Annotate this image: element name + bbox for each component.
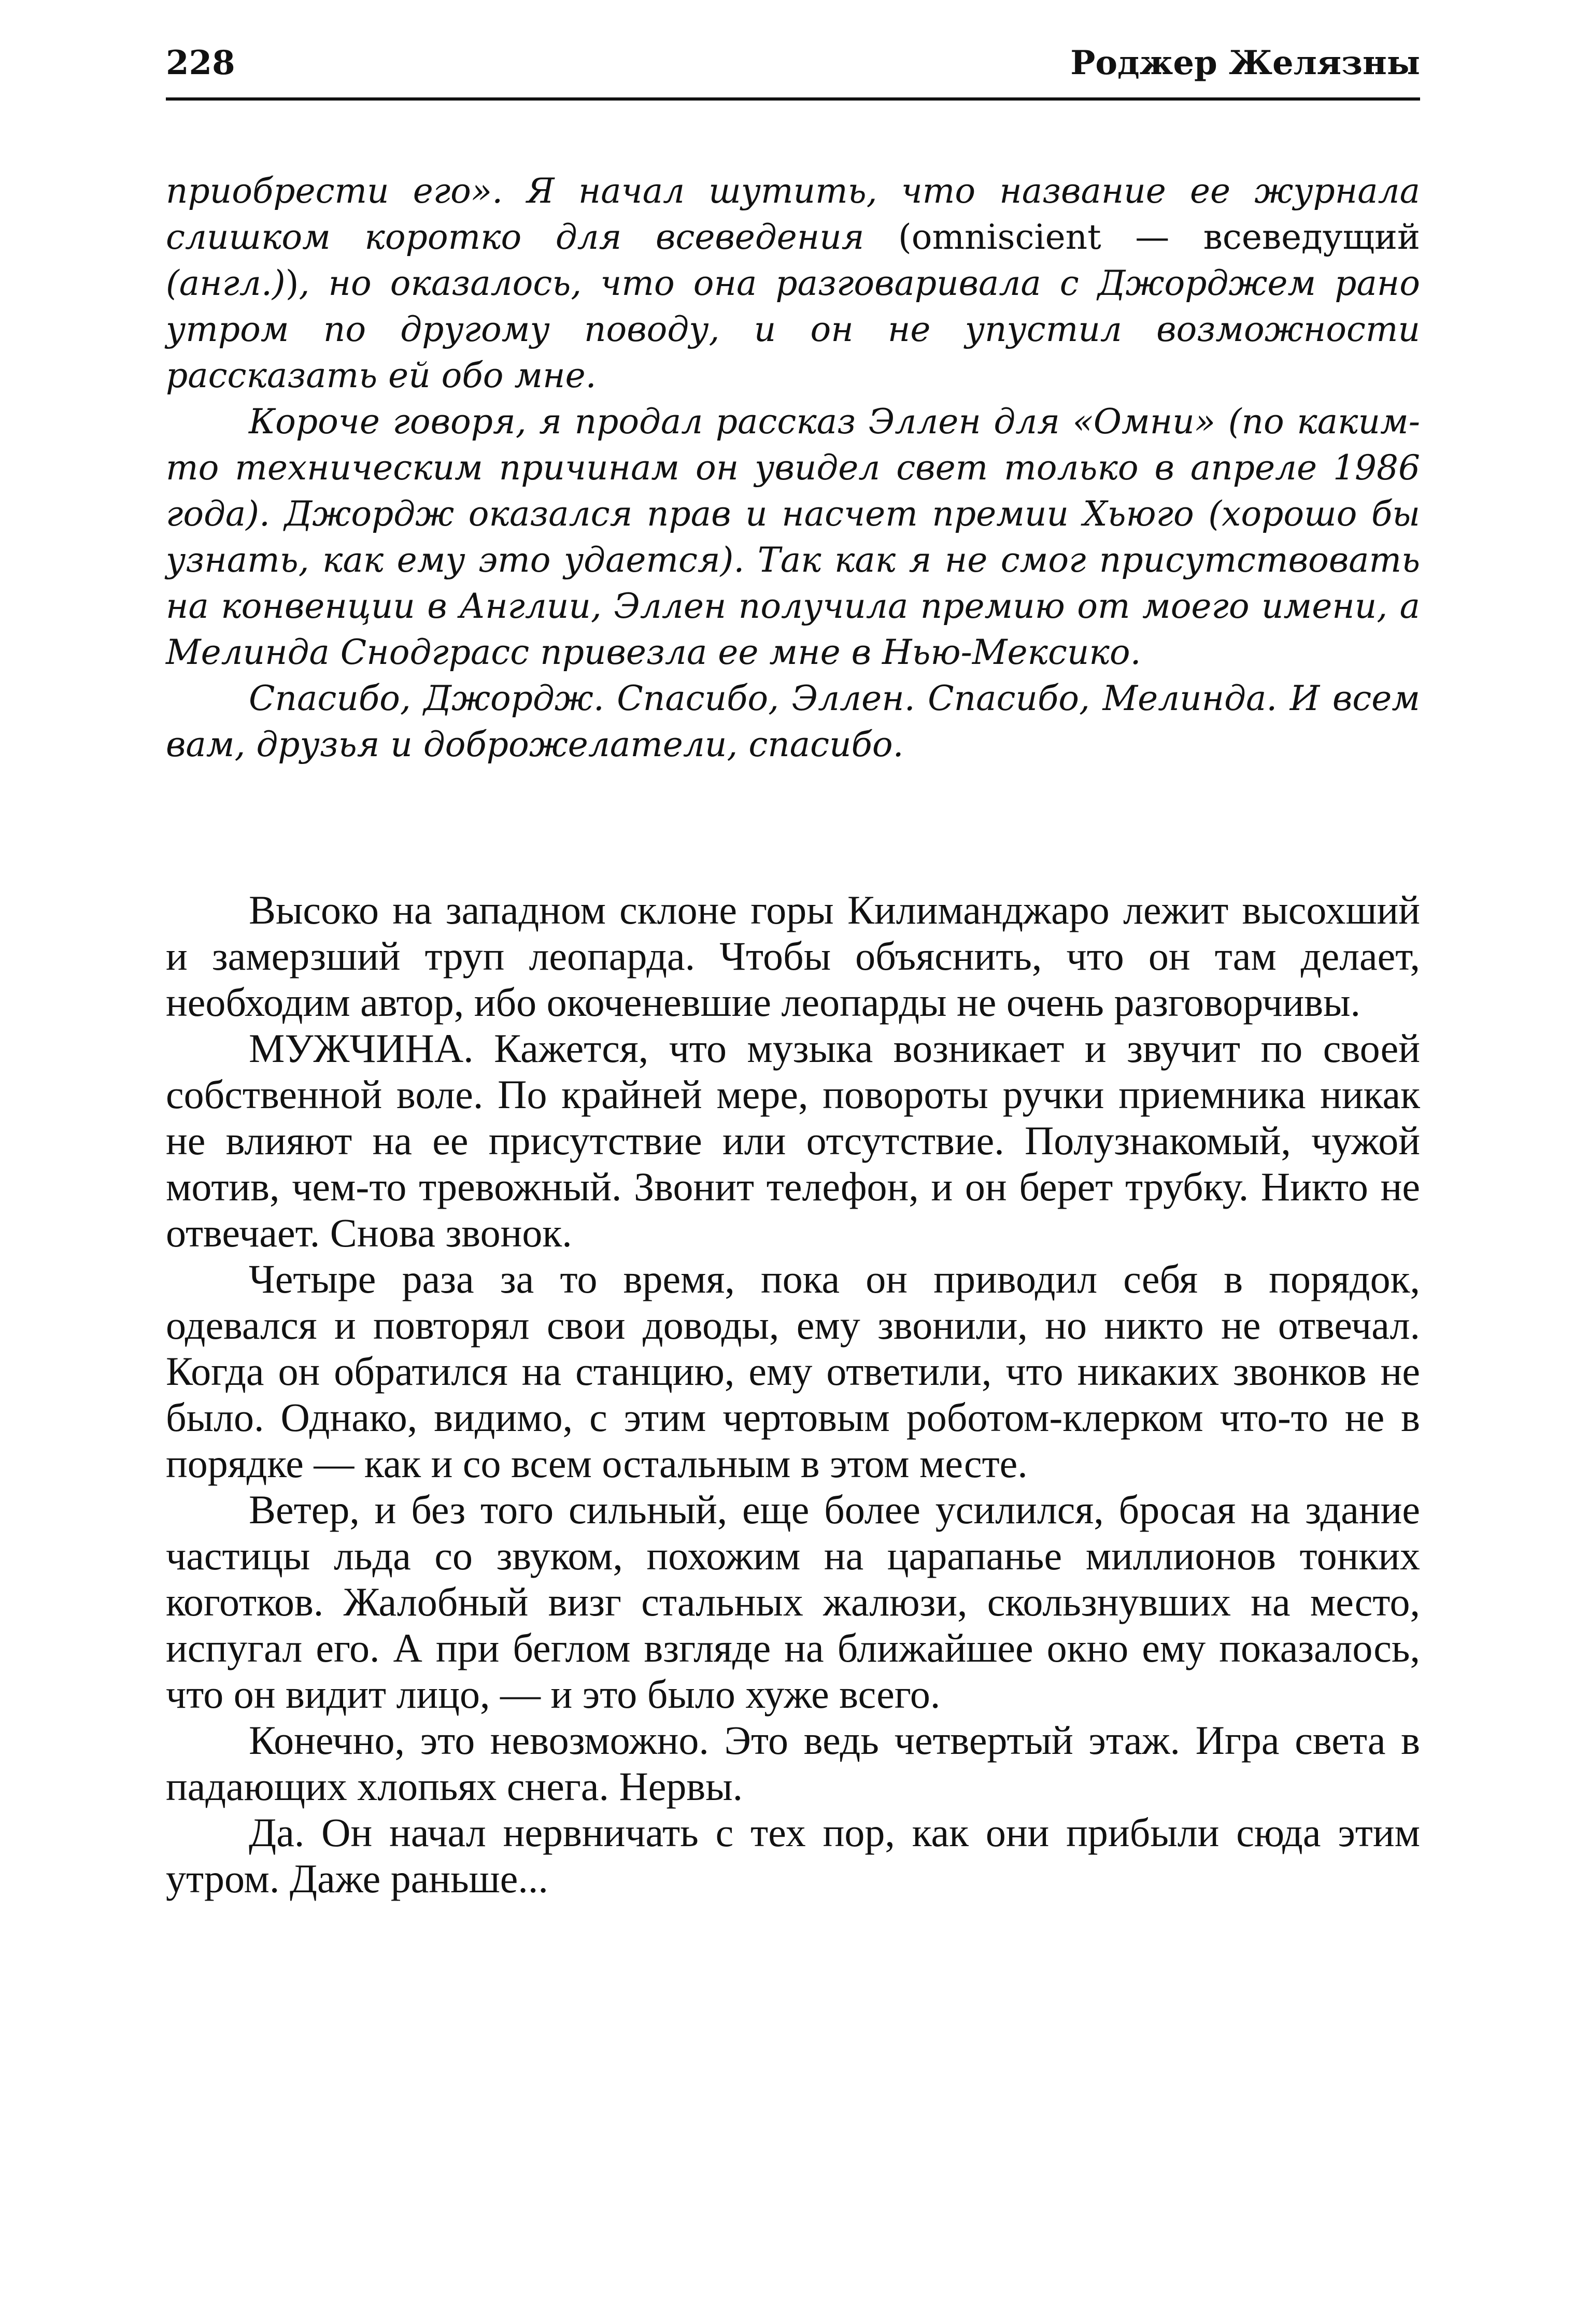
gloss-closing-paren: ) xyxy=(285,263,299,303)
story-paragraph: Ветер, и без того сильный, еще более усилился, бросая на здание частицы льда со звуком, похожим на царапанье миллионов тонких коготков. Жалобный визг стальных жалюзи, скользнувших на место, испугал его. А при беглом взгляде на ближайшее окно ему показалось, что он видит лицо, — и это было хуже всего. xyxy=(166,1487,1420,1717)
book-page xyxy=(166,44,1420,2275)
preface-text: приобрести его». Я начал шутить, что название ее журнала слишком коротко для всеведения xyxy=(166,171,1420,257)
preface-paragraph xyxy=(166,168,1420,399)
running-head xyxy=(166,44,1420,101)
story-paragraph: Четыре раза за то время, пока он приводил себя в порядок, одевался и повторял свои доводы, ему звонили, но никто не отвечал. Когда он обратился на станцию, ему ответили, что никаких звонков не было. Однако, видимо, с этим чертовым роботом-клерком что-то не в порядке — как и со всем остальным в этом месте. xyxy=(166,1256,1420,1486)
story-paragraph: Конечно, это невозможно. Это ведь четвертый этаж. Игра света в падающих хлопьях снега. Нервы. xyxy=(166,1718,1420,1809)
story-text xyxy=(166,887,1420,1902)
story-paragraph: Высоко на западном склоне горы Килиманджаро лежит высохший и замерзший труп леопарда. Чтобы объяснить, что он там делает, необходим автор, ибо окоченевшие леопарды не очень разговорчивы. xyxy=(166,887,1420,1025)
story-paragraph: МУЖЧИНА. Кажется, что музыка возникает и звучит по своей собственной воле. По крайней мере, повороты ручки приемника никак не влияют на ее присутствие или отсутствие. Полузнакомый, чужой мотив, чем-то тревожный. Звонит телефон, и он берет трубку. Никто не отвечает. Снова звонок. xyxy=(166,1026,1420,1255)
author-preface xyxy=(166,168,1420,768)
language-abbreviation: (англ.) xyxy=(166,263,286,303)
preface-paragraph: Спасибо, Джордж. Спасибо, Эллен. Спасибо, Мелинда. И всем вам, друзья и доброжелатели, спасибо. xyxy=(166,678,1420,764)
omniscient-gloss: (omniscient — всеведущий xyxy=(898,217,1420,257)
preface-text-end: , но оказалось, что она разговаривала с Джорджем рано утром по другому поводу, и он не упустил возможности рассказать ей обо мне. xyxy=(166,263,1420,395)
page-number: 228 xyxy=(166,44,235,82)
running-head-author: Роджер Желязны xyxy=(1070,44,1420,82)
story-paragraph: Да. Он начал нервничать с тех пор, как они прибыли сюда этим утром. Даже раньше... xyxy=(166,1810,1420,1901)
preface-paragraph: Короче говоря, я продал рассказ Эллен для «Омни» (по каким-то техническим причинам он увидел свет только в апреле 1986 года). Джордж оказался прав и насчет премии Хьюго (хорошо бы узнать, как ему это удается). Так как я не смог присутствовать на конвенции в Англии, Эллен получила премию от моего имени, а Мелинда Снодграсс привезла ее мне в Нью-Мексико. xyxy=(166,402,1420,672)
